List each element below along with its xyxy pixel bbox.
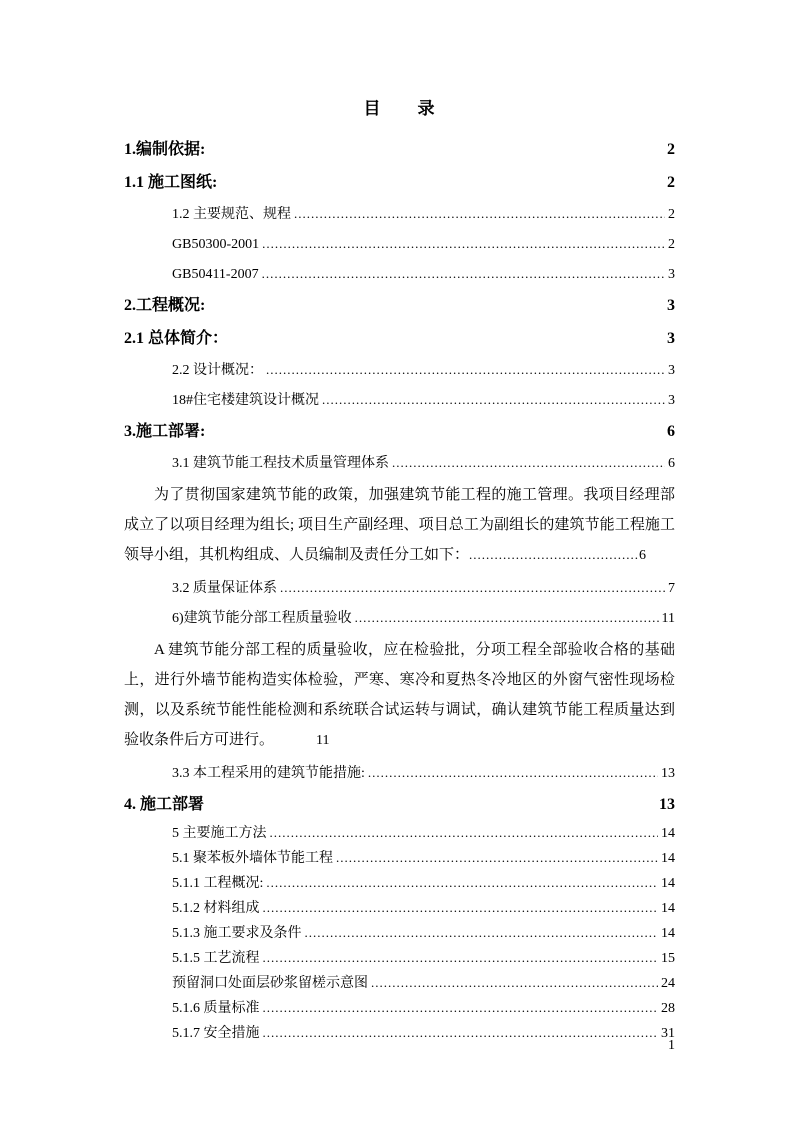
toc-page-number: 14 bbox=[661, 826, 675, 841]
toc-entry bbox=[124, 603, 675, 633]
toc-page-number: 6 bbox=[639, 548, 647, 563]
toc-entry bbox=[124, 259, 675, 289]
dot-leader bbox=[266, 361, 665, 379]
toc-list bbox=[124, 133, 675, 1046]
toc-entry-label: 18#住宅楼建筑设计概况 bbox=[172, 393, 319, 408]
toc-page-number: 3 bbox=[667, 330, 675, 347]
toc-entry bbox=[124, 166, 675, 199]
toc-entry bbox=[124, 871, 675, 896]
dot-leader bbox=[469, 547, 639, 563]
dot-leader bbox=[262, 265, 665, 283]
dot-leader bbox=[266, 875, 658, 892]
dot-leader bbox=[305, 925, 659, 942]
toc-page-number: 6 bbox=[668, 456, 675, 471]
toc-paragraph bbox=[124, 478, 675, 573]
toc-page-number: 14 bbox=[661, 876, 675, 891]
toc-page-number: 11 bbox=[661, 611, 675, 626]
dot-leader bbox=[294, 205, 665, 223]
dot-leader bbox=[322, 391, 665, 409]
toc-page-number: 28 bbox=[661, 1001, 675, 1016]
toc-entry-label: 3.3 本工程采用的建筑节能措施: bbox=[172, 766, 365, 781]
toc-page-number: 3 bbox=[667, 297, 675, 314]
toc-entry bbox=[124, 229, 675, 259]
toc-entry bbox=[124, 896, 675, 921]
dot-leader bbox=[371, 975, 658, 992]
toc-entry bbox=[124, 133, 675, 166]
toc-page-number: 2 bbox=[667, 174, 675, 191]
toc-page-number: 24 bbox=[661, 976, 675, 991]
toc-paragraph bbox=[124, 633, 675, 758]
dot-leader bbox=[392, 454, 665, 472]
toc-entry bbox=[124, 821, 675, 846]
toc-paragraph-text: A 建筑节能分部工程的质量验收，应在检验批，分项工程全部验收合格的基础上，进行外墙节能构造实体检验，严寒、寒冷和夏热冬冷地区的外窗气密性现场检测，以及系统节能性能检测和系统联合试运转与调试，确认建筑节能工程质量达到验收条件后方可进行。 bbox=[124, 642, 675, 748]
toc-entry bbox=[124, 921, 675, 946]
dot-leader bbox=[262, 235, 665, 253]
toc-entry bbox=[124, 573, 675, 603]
toc-page-number: 2 bbox=[667, 141, 675, 158]
toc-entry bbox=[124, 289, 675, 322]
toc-page-number: 15 bbox=[661, 951, 675, 966]
toc-page-number: 13 bbox=[659, 796, 675, 813]
toc-entry-label: 5.1.7 安全措施 bbox=[172, 1026, 260, 1041]
toc-entry bbox=[124, 996, 675, 1021]
toc-page-number: 3 bbox=[668, 363, 675, 378]
toc-entry-label: 1.编制依据: bbox=[124, 141, 206, 158]
toc-page-number: 3 bbox=[668, 393, 675, 408]
toc-entry bbox=[124, 385, 675, 415]
toc-entry-label: 5.1.1 工程概况: bbox=[172, 876, 264, 891]
toc-page-number: 2 bbox=[668, 207, 675, 222]
dot-leader bbox=[270, 825, 659, 842]
toc-entry-label: 3.1 建筑节能工程技术质量管理体系 bbox=[172, 456, 389, 471]
toc-entry-label: 2.2 设计概况： bbox=[172, 363, 263, 378]
toc-entry bbox=[124, 199, 675, 229]
toc-content bbox=[124, 98, 675, 1046]
dot-leader bbox=[263, 900, 659, 917]
dot-leader bbox=[355, 609, 659, 627]
toc-page-number: 3 bbox=[668, 267, 675, 282]
toc-paragraph-text: 为了贯彻国家建筑节能的政策，加强建筑节能工程的施工管理。我项目经理部成立了以项目经理为组长; 项目生产副经理、项目总工为副组长的建筑节能工程施工领导小组，其机构组成、人员编制及责任分工如下： bbox=[124, 487, 675, 563]
dot-leader bbox=[368, 764, 658, 782]
toc-page-number: 13 bbox=[661, 766, 675, 781]
toc-page-number: 31 bbox=[661, 1026, 675, 1041]
dot-leader bbox=[336, 850, 658, 867]
toc-page-number: 7 bbox=[668, 581, 675, 596]
toc-entry bbox=[124, 415, 675, 448]
toc-paragraph-tail bbox=[469, 547, 646, 563]
toc-entry-label: 1.1 施工图纸: bbox=[124, 174, 218, 191]
toc-page-number: 14 bbox=[661, 901, 675, 916]
dot-leader bbox=[280, 579, 665, 597]
toc-entry bbox=[124, 355, 675, 385]
toc-page-number: 2 bbox=[668, 237, 675, 252]
toc-entry-label: 5.1 聚苯板外墙体节能工程 bbox=[172, 851, 333, 866]
toc-entry-label: 2.工程概况: bbox=[124, 297, 206, 314]
toc-entry bbox=[124, 758, 675, 788]
toc-entry-label: 3.2 质量保证体系 bbox=[172, 581, 277, 596]
toc-paragraph-tail bbox=[316, 732, 329, 748]
toc-entry-label: 2.1 总体简介： bbox=[124, 330, 229, 347]
toc-entry-label: 5.1.5 工艺流程 bbox=[172, 951, 260, 966]
dot-leader bbox=[263, 950, 659, 967]
toc-entry bbox=[124, 946, 675, 971]
toc-entry-label: 预留洞口处面层砂浆留槎示意图 bbox=[172, 976, 368, 991]
toc-page-number: 6 bbox=[667, 423, 675, 440]
toc-page-number: 14 bbox=[661, 851, 675, 866]
toc-entry-label: 6)建筑节能分部工程质量验收 bbox=[172, 611, 352, 626]
toc-entry-label: GB50300-2001 bbox=[172, 237, 260, 252]
toc-entry-label: 5.1.2 材料组成 bbox=[172, 901, 260, 916]
toc-entry-label: GB50411-2007 bbox=[172, 267, 259, 282]
toc-entry-label: 5.1.6 质量标准 bbox=[172, 1001, 260, 1016]
toc-entry-label: 4. 施工部署 bbox=[124, 796, 205, 813]
dot-leader bbox=[263, 1000, 659, 1017]
toc-page-number: 14 bbox=[661, 926, 675, 941]
document-title: 目 录 bbox=[363, 99, 436, 118]
toc-entry-label: 5.1.3 施工要求及条件 bbox=[172, 926, 302, 941]
toc-entry bbox=[124, 846, 675, 871]
toc-page-number: 11 bbox=[316, 733, 330, 748]
footer-page-number: 1 bbox=[668, 1038, 675, 1053]
toc-entry-label: 1.2 主要规范、规程 bbox=[172, 207, 291, 222]
toc-entry bbox=[124, 322, 675, 355]
toc-entry bbox=[124, 788, 675, 821]
toc-entry-label: 3.施工部署: bbox=[124, 423, 206, 440]
toc-entry bbox=[124, 971, 675, 996]
toc-entry bbox=[124, 448, 675, 478]
toc-entry-label: 5 主要施工方法 bbox=[172, 826, 267, 841]
